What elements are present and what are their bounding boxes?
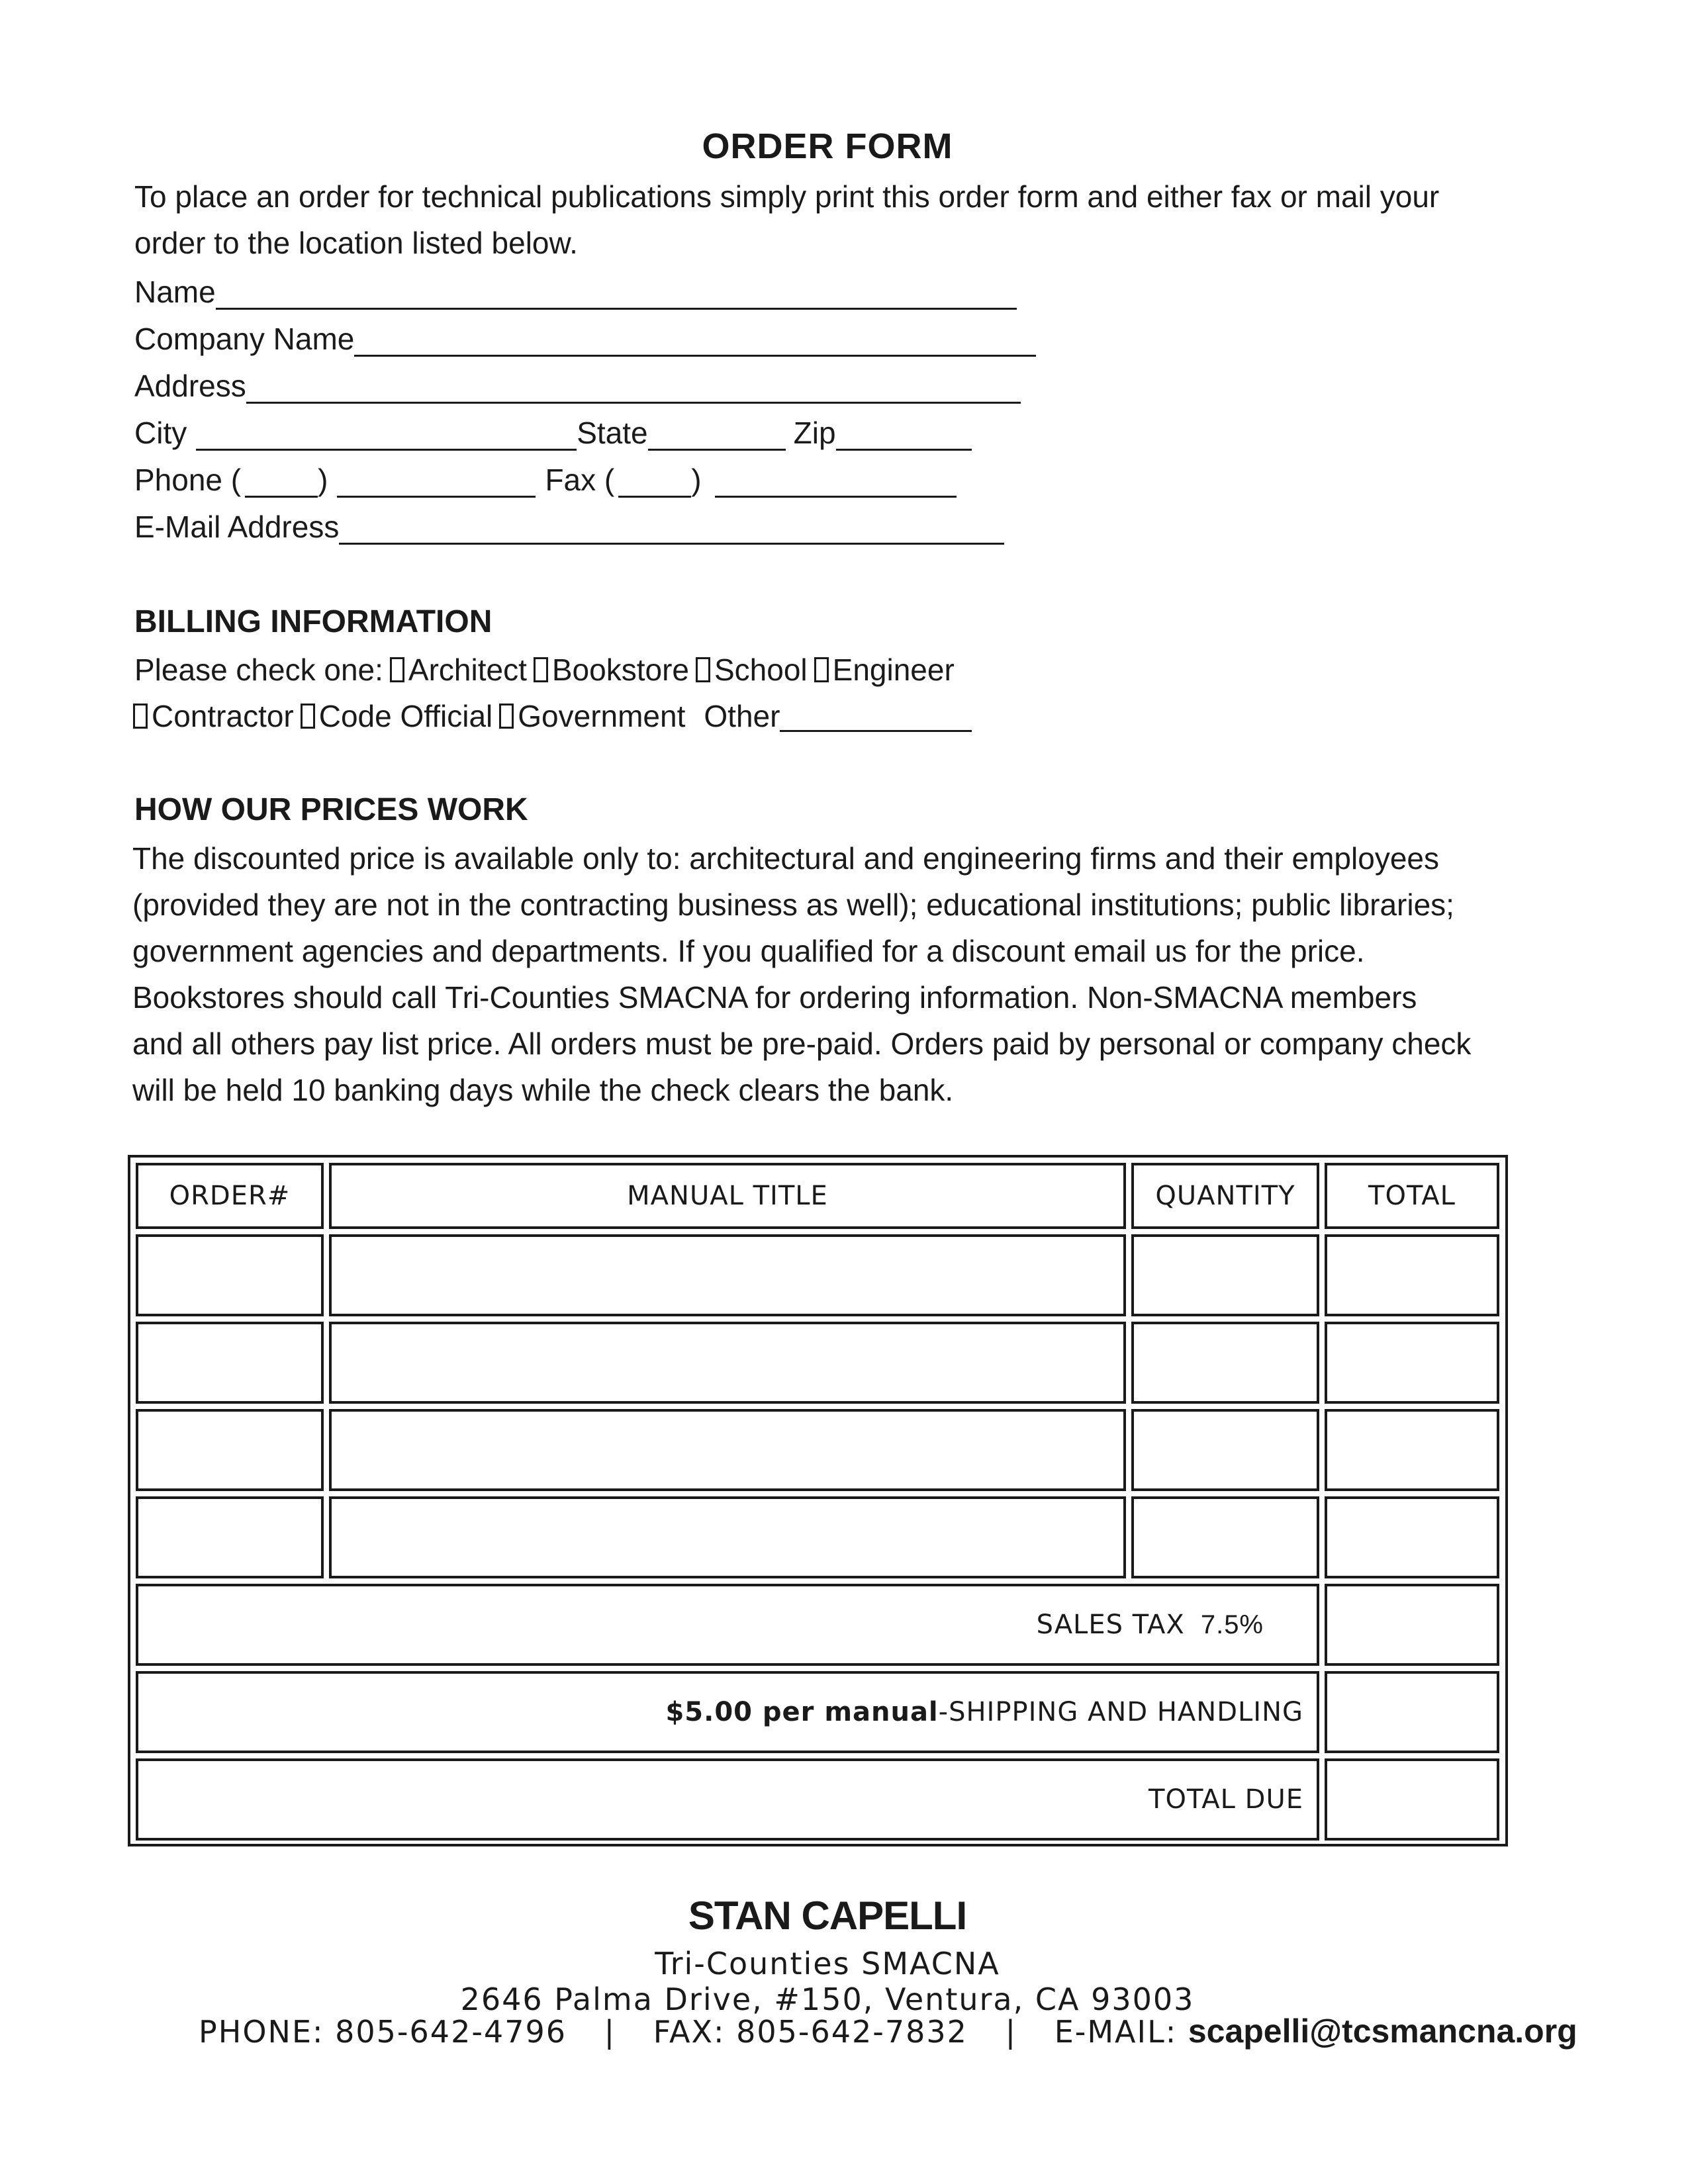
header-quantity: QUANTITY: [1131, 1163, 1319, 1229]
email-field[interactable]: [339, 514, 1004, 545]
prices-line-1: The discounted price is available only to: architectural and engineering firms and their employees: [132, 841, 1439, 876]
email-label: E-Mail Address: [134, 510, 340, 544]
page-title: ORDER FORM: [702, 126, 953, 166]
total-cell[interactable]: [1325, 1234, 1499, 1316]
sales-tax-row: [136, 1584, 1319, 1666]
intro-line-2: order to the location listed below.: [134, 226, 578, 260]
sales-tax-label: SALES TAX: [1036, 1610, 1185, 1640]
school-label: School: [714, 653, 808, 687]
email-label: E-MAIL:: [1054, 2014, 1178, 2050]
billing-heading: BILLING INFORMATION: [134, 604, 492, 639]
address-field[interactable]: [246, 373, 1021, 404]
prices-heading: HOW OUR PRICES WORK: [134, 792, 528, 827]
order-table: [128, 1155, 1508, 1846]
quantity-cell[interactable]: [1131, 1409, 1319, 1491]
fax-area-field[interactable]: [618, 467, 691, 498]
code-official-label: Code Official: [318, 699, 493, 733]
bookstore-checkbox[interactable]: [534, 657, 548, 682]
total-cell[interactable]: [1325, 1409, 1499, 1491]
architect-checkbox[interactable]: [390, 657, 404, 682]
bookstore-label: Bookstore: [551, 653, 689, 687]
architect-label: Architect: [408, 653, 527, 687]
city-row: [134, 411, 972, 451]
name-field[interactable]: [216, 279, 1017, 310]
manual-title-cell[interactable]: [329, 1409, 1126, 1491]
engineer-checkbox[interactable]: [814, 657, 829, 682]
company-label: Company Name: [134, 322, 355, 356]
code-official-checkbox[interactable]: [301, 704, 315, 729]
school-checkbox[interactable]: [696, 657, 710, 682]
other-field[interactable]: [780, 701, 972, 732]
header-order-number: ORDER#: [136, 1163, 324, 1229]
company-field[interactable]: [354, 326, 1036, 357]
prices-text: [132, 835, 1536, 1113]
zip-field[interactable]: [836, 420, 972, 451]
zip-label: Zip: [793, 416, 836, 450]
shipping-amount-cell[interactable]: [1325, 1671, 1499, 1753]
manual-title-cell[interactable]: [329, 1496, 1126, 1578]
engineer-label: Engineer: [832, 653, 955, 687]
contractor-checkbox[interactable]: [133, 704, 148, 729]
total-cell[interactable]: [1325, 1322, 1499, 1404]
fax-label: Fax (: [545, 463, 615, 497]
city-label: City: [134, 416, 187, 450]
phone-close: ): [318, 463, 328, 497]
order-number-cell[interactable]: [136, 1409, 324, 1491]
fax-close: ): [691, 463, 702, 497]
sales-tax-rate: 7.5%: [1200, 1610, 1264, 1639]
fax-number: FAX: 805-642-7832: [653, 2014, 968, 2050]
header-manual-title: MANUAL TITLE: [329, 1163, 1126, 1229]
shipping-row: [136, 1671, 1319, 1753]
email-address[interactable]: scapelli@tcsmancna.org: [1188, 2013, 1577, 2050]
contractor-label: Contractor: [152, 699, 294, 733]
name-row: [134, 270, 1017, 310]
state-label: State: [577, 416, 648, 450]
separator: |: [604, 2014, 616, 2050]
intro-line-1: To place an order for technical publications simply print this order form and either fax or mail your: [134, 179, 1440, 214]
prices-line-6: will be held 10 banking days while the check clears the bank.: [132, 1073, 954, 1107]
header-total: TOTAL: [1325, 1163, 1499, 1229]
address-label: Address: [134, 369, 246, 403]
prices-line-2: (provided they are not in the contracting business as well); educational institutions; public libraries;: [132, 887, 1454, 922]
quantity-cell[interactable]: [1131, 1234, 1319, 1316]
billing-prompt: Please check one:: [134, 653, 383, 687]
quantity-cell[interactable]: [1131, 1322, 1319, 1404]
city-field[interactable]: [196, 420, 577, 451]
organization-name: Tri-Counties SMACNA: [655, 1946, 1000, 1981]
quantity-cell[interactable]: [1131, 1496, 1319, 1578]
intro-text: [134, 173, 1524, 266]
mailing-address: 2646 Palma Drive, #150, Ventura, CA 93003: [460, 1981, 1195, 2017]
separator: |: [1005, 2014, 1017, 2050]
total-due-row: [136, 1758, 1319, 1841]
total-cell[interactable]: [1325, 1496, 1499, 1578]
sales-tax-amount-cell[interactable]: [1325, 1584, 1499, 1666]
shipping-rate: $5.00 per manual: [665, 1697, 939, 1727]
order-number-cell[interactable]: [136, 1496, 324, 1578]
state-field[interactable]: [648, 420, 786, 451]
prices-line-4: Bookstores should call Tri-Counties SMACNA for ordering information. Non-SMACNA members: [132, 980, 1417, 1015]
total-due-label: TOTAL DUE: [1149, 1784, 1303, 1815]
address-row: [134, 364, 1021, 404]
contact-line: [199, 2012, 1577, 2050]
phone-area-field[interactable]: [245, 467, 318, 498]
prices-line-3: government agencies and departments. If you qualified for a discount email us for the price.: [132, 934, 1365, 968]
government-checkbox[interactable]: [499, 704, 514, 729]
phone-number: PHONE: 805-642-4796: [199, 2014, 567, 2050]
government-label: Government: [518, 699, 686, 733]
billing-options-row-2: [128, 695, 972, 737]
order-number-cell[interactable]: [136, 1322, 324, 1404]
name-label: Name: [134, 275, 216, 309]
billing-options-row-1: [134, 649, 955, 691]
order-number-cell[interactable]: [136, 1234, 324, 1316]
contact-name: STAN CAPELLI: [688, 1893, 967, 1938]
total-due-amount-cell[interactable]: [1325, 1758, 1499, 1841]
other-label: Other: [704, 699, 780, 733]
manual-title-cell[interactable]: [329, 1234, 1126, 1316]
manual-title-cell[interactable]: [329, 1322, 1126, 1404]
fax-number-field[interactable]: [715, 467, 957, 498]
phone-row: [134, 458, 957, 498]
shipping-label: -SHIPPING AND HANDLING: [938, 1697, 1303, 1727]
prices-line-5: and all others pay list price. All orders must be pre-paid. Orders paid by personal or company check: [132, 1026, 1472, 1061]
phone-number-field[interactable]: [337, 467, 536, 498]
company-row: [134, 317, 1036, 357]
email-row: [134, 505, 1004, 545]
phone-label: Phone (: [134, 463, 242, 497]
